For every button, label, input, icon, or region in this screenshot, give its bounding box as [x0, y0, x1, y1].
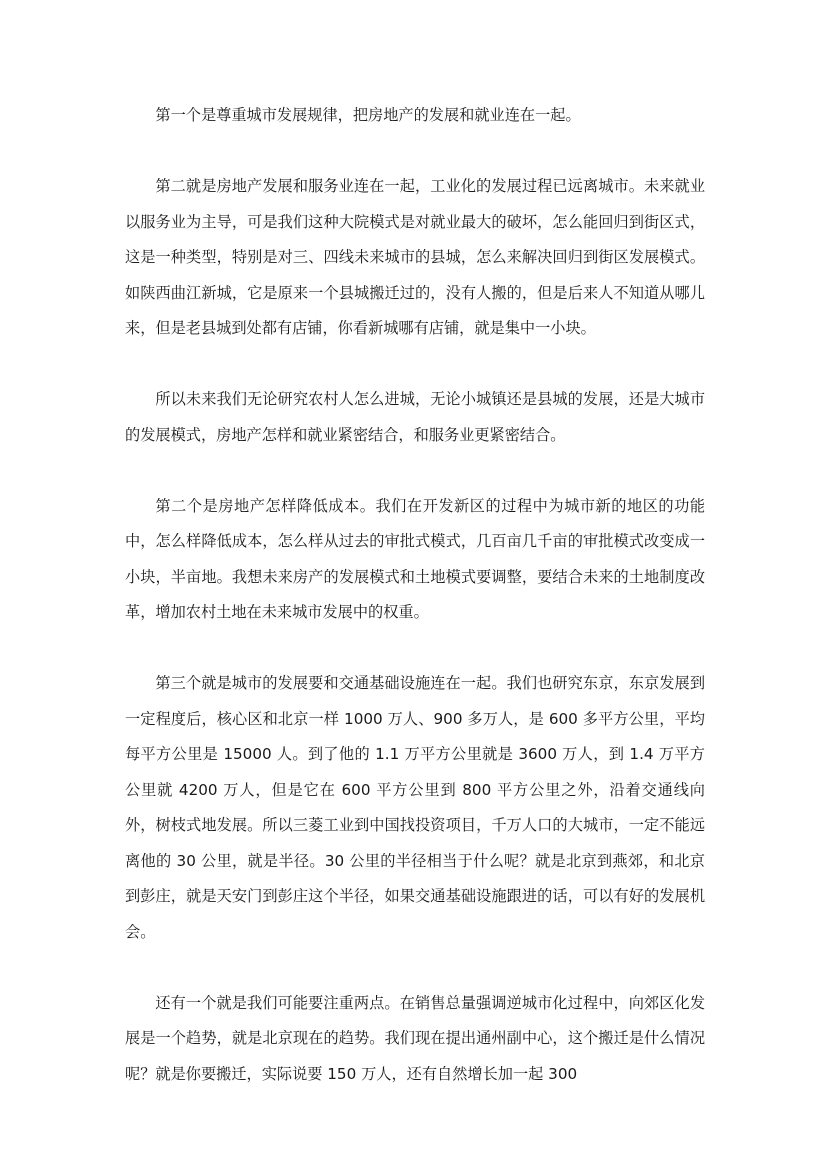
paragraph-5: 第三个就是城市的发展要和交通基础设施连在一起。我们也研究东京，东京发展到一定程度后，核心区和北京一样 1000 万人、900 多万人，是 600 多平方公里，平均每平方公里是 15000 人。到了他的 1.1 万平方公里就是 3600 万人，到 1.4 万平方公里就 4200 万人，但是它在 600 平方公里到 800 平方公里之外，沿着交通线向外，树枝式地发展。所以三菱工业到中国找投资项目，千万人口的大城市，一定不能远离他的 30 公里，就是半径。30 公里的半径相当于什么呢？就是北京到燕郊，和北京到彭庄，就是天安门到彭庄这个半径，如果交通基础设施跟进的话，可以有好的发展机会。	[125, 674, 705, 941]
paragraph-2: 第二就是房地产发展和服务业连在一起，工业化的发展过程已远离城市。未来就业以服务业为主导，可是我们这种大院模式是对就业最大的破坏，怎么能回归到街区式，这是一种类型，特别是对三、四线未来城市的县城，怎么来解决回归到街区发展模式。如陕西曲江新城，它是原来一个县城搬迁过的，没有人搬的，但是后来人不知道从哪儿来，但是老县城到处都有店铺，你看新城哪有店铺，就是集中一小块。	[125, 177, 705, 337]
document-body	[125, 98, 705, 1128]
paragraph-3: 所以未来我们无论研究农村人怎么进城，无论小城镇还是县城的发展，还是大城市的发展模式，房地产怎样和就业紧密结合，和服务业更紧密结合。	[125, 390, 705, 444]
paragraph-1: 第一个是尊重城市发展规律，把房地产的发展和就业连在一起。	[155, 106, 581, 124]
paragraph-4: 第二个是房地产怎样降低成本。我们在开发新区的过程中为城市新的地区的功能中，怎么样降低成本，怎么样从过去的审批式模式，几百亩几千亩的审批模式改变成一小块，半亩地。我想未来房产的发展模式和土地模式要调整，要结合未来的土地制度改革，增加农村土地在未来城市发展中的权重。	[125, 496, 705, 621]
paragraph-6: 还有一个就是我们可能要注重两点。在销售总量强调逆城市化过程中，向郊区化发展是一个趋势，就是北京现在的趋势。我们现在提出通州副中心，这个搬迁是什么情况呢？就是你要搬迁，实际说要 150 万人，还有自然增长加一起 300	[125, 993, 705, 1083]
